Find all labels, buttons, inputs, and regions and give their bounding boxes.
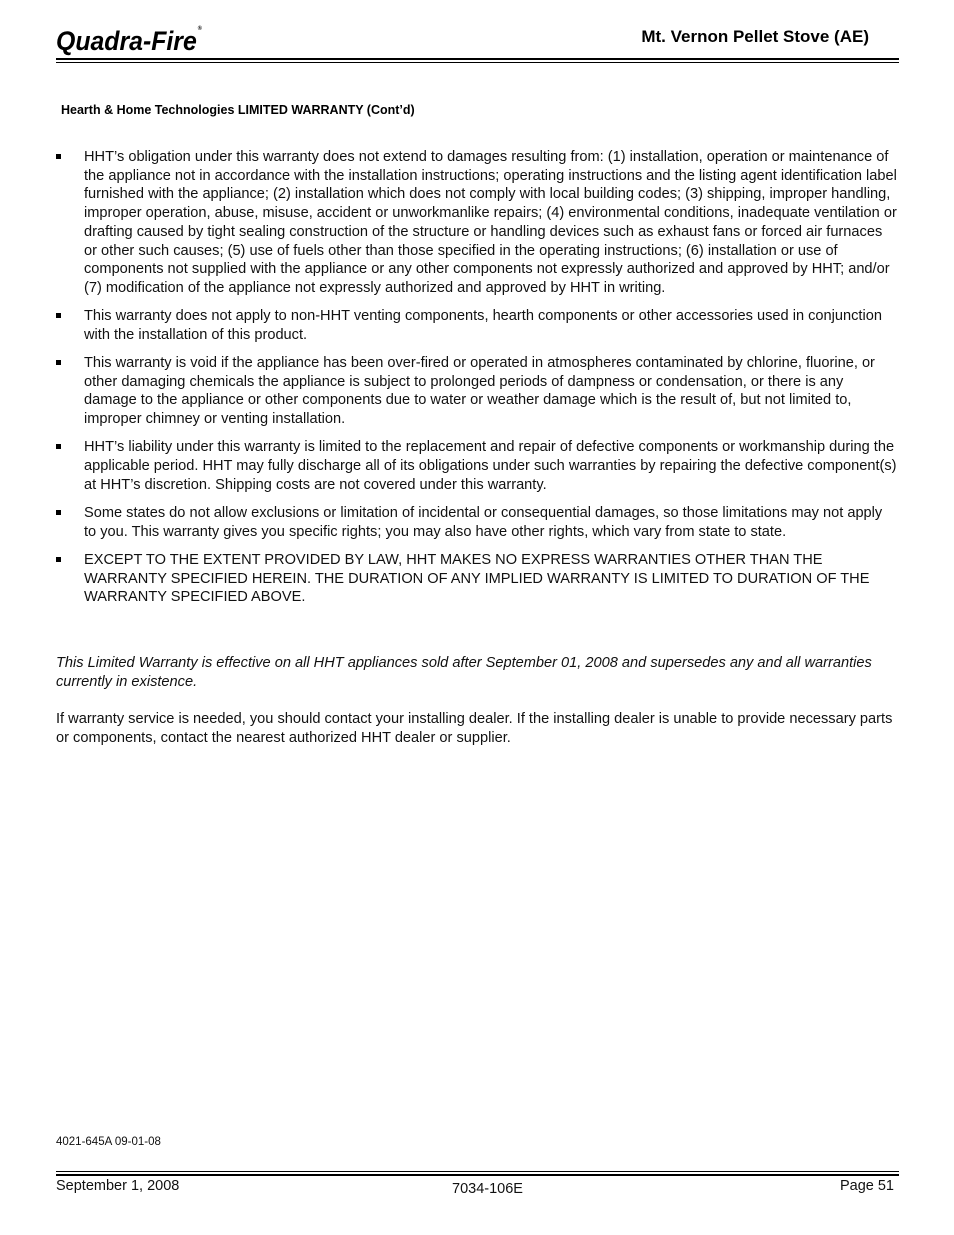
footer-date: September 1, 2008: [56, 1178, 180, 1194]
bullet-icon: [56, 510, 61, 515]
bullet-icon: [56, 154, 61, 159]
bullet-icon: [56, 444, 61, 449]
list-item: [56, 551, 898, 607]
header-rule-thin: [56, 62, 899, 63]
service-note: If warranty service is needed, you should contact your installing dealer. If the installing dealer is unable to provide necessary parts or components, contact the nearest authorized HHT dealer or supplier.: [56, 711, 893, 746]
section-heading: Hearth & Home Technologies LIMITED WARRANTY (Cont’d): [61, 103, 415, 117]
logo-text: Quadra-Fire: [56, 26, 197, 56]
list-item: [56, 307, 898, 344]
list-item: [56, 148, 898, 298]
header-rule-thick: [56, 58, 899, 60]
list-item-text: HHT’s liability under this warranty is limited to the replacement and repair of defective components or workmanship during the applicable period. HHT may fully discharge all of its obligations under such warranties by repairing the defective component(s) at HHT’s discretion. Shipping costs are not covered under this warranty.: [84, 439, 897, 493]
registered-mark: ®: [197, 26, 202, 32]
list-item: [56, 504, 898, 541]
list-item-text: EXCEPT TO THE EXTENT PROVIDED BY LAW, HHT MAKES NO EXPRESS WARRANTIES OTHER THAN THE WARRANTY SPECIFIED HEREIN. THE DURATION OF ANY IMPLIED WARRANTY IS LIMITED TO DURATION OF THE WARRANTY SPECIFIED ABOVE.: [84, 551, 870, 606]
footer-rule-thin: [56, 1171, 899, 1172]
list-item-text: This warranty is void if the appliance has been over-fired or operated in atmospheres contaminated by chlorine, fluorine, or other damaging chemicals the appliance is subject to prolonged periods of dampness or condensation, or there is any damage to the appliance or other components due to water or weather damage which is the result of, but not limited to, improper chimney or venting installation.: [84, 355, 875, 428]
bullet-icon: [56, 557, 61, 562]
bullet-icon: [56, 313, 61, 318]
list-item-text: This warranty does not apply to non-HHT venting components, hearth components or other accessories used in conjunction with the installation of this product.: [84, 308, 882, 343]
list-item: [56, 438, 898, 494]
bullet-icon: [56, 360, 61, 365]
list-item-text: Some states do not allow exclusions or limitation of incidental or consequential damages, so those limitations may not apply to you. This warranty gives you specific rights; you may also have other rights, which vary from state to state.: [84, 504, 883, 540]
document-code: 4021-645A 09-01-08: [56, 1136, 161, 1148]
page-number: Page 51: [839, 1178, 894, 1194]
page-header: [56, 22, 899, 62]
footer-part-number: 7034-106E: [452, 1181, 523, 1197]
warranty-exclusions-list: [56, 148, 898, 616]
footer-rule-thick: [56, 1174, 899, 1176]
document-title: Mt. Vernon Pellet Stove (AE): [641, 27, 869, 46]
effective-date-note: This Limited Warranty is effective on all HHT appliances sold after September 01, 2008 and supersedes any and all warranties currently in existence.: [56, 655, 872, 690]
list-item: [56, 354, 898, 429]
list-item-text: HHT’s obligation under this warranty does not extend to damages resulting from: (1) installation, operation or maintenance of the appliance not in accordance with the installation instructions; operating instructions and the listing agent identification label furnished with the appliance; (2) installation which does not comply with local building codes; (3) shipping, improper handling, improper operation, abuse, misuse, accident or unworkmanlike repairs; (4) environmental conditions, inadequate ventilation or drafting caused by tight sealing construction of the structure or handling devices such as exhaust fans or forced air furnaces or other such causes; (5) use of fuels other than those specified in the operating instructions; (6) installation or use of components not supplied with the appliance or any other components not expressly authorized and approved by HHT; and/or (7) modification of the appliance not expressly authorized and approved by HHT in writing.: [84, 149, 897, 296]
quadra-fire-logo: [56, 26, 202, 57]
